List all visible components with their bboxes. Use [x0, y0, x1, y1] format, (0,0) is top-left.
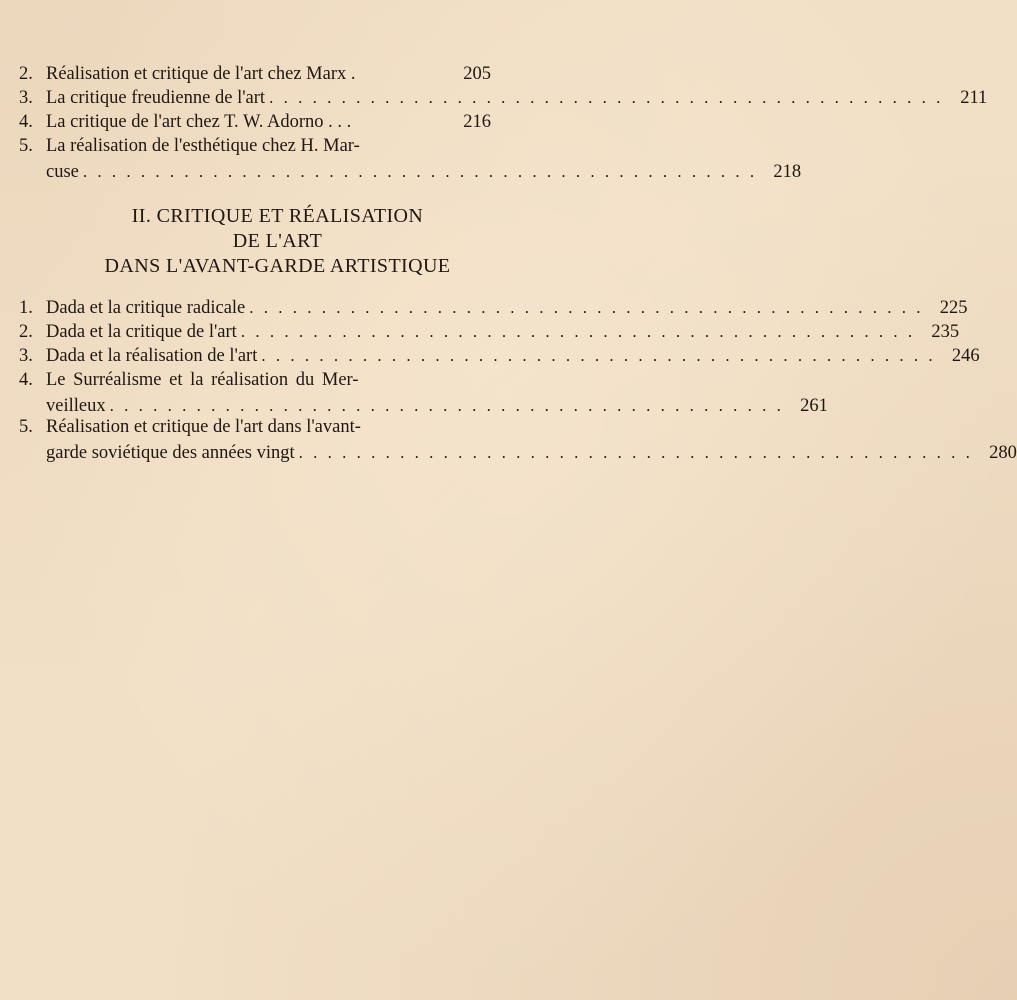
entry-title: La critique freudienne de l'art	[46, 88, 266, 108]
toc-entry	[19, 414, 1017, 466]
entry-number: 5.	[19, 136, 33, 156]
section-heading-line: II. CRITIQUE ET RÉALISATION	[131, 205, 424, 227]
entry-title-continuation: veilleux	[46, 396, 106, 416]
entry-title: Réalisation et critique de l'art dans l'avant-	[46, 417, 361, 437]
entry-number: 4.	[19, 370, 33, 390]
entry-page-number: 216	[463, 112, 491, 132]
entry-title: Dada et la critique de l'art	[46, 322, 237, 342]
entry-title: Dada et la critique radicale	[46, 298, 246, 318]
toc-entry	[19, 319, 960, 345]
entry-number: 5.	[19, 417, 33, 437]
entry-page-number: 218	[773, 162, 802, 182]
entry-page-number: 205	[463, 64, 491, 84]
entry-title: Réalisation et critique de l'art chez Marx .	[46, 64, 356, 84]
entry-page-number: 280	[989, 443, 1017, 463]
entry-number: 1.	[19, 298, 33, 318]
dot-leader: . . . . . . . . . . . . . . . . . . . . . . . . . . . . . . . . . . . . . . . . . . . . . . .	[109, 396, 784, 415]
dot-leader: . . . . . . . . . . . . . . . . . . . . . . . . . . . . . . . . . . . . . . . . . . . . . . .	[269, 88, 944, 107]
entry-number: 3.	[19, 346, 33, 366]
toc-entry	[19, 133, 802, 185]
entry-page-number: 235	[931, 322, 960, 342]
entry-number: 2.	[19, 64, 33, 84]
entry-page-number: 225	[939, 298, 968, 318]
toc-entry	[19, 295, 968, 321]
dot-leader: . . . . . . . . . . . . . . . . . . . . . . . . . . . . . . . . . . . . . . . . . . . . . . .	[298, 443, 973, 462]
toc-entry	[19, 85, 988, 111]
section-heading-line: DANS L'AVANT-GARDE ARTISTIQUE	[104, 255, 451, 277]
entry-number: 3.	[19, 88, 33, 108]
entry-page-number: 246	[951, 346, 980, 366]
dot-leader: . . . . . . . . . . . . . . . . . . . . . . . . . . . . . . . . . . . . . . . . . . . . . . .	[261, 346, 936, 365]
entry-title: Le Surréalisme et la réalisation du Mer-	[46, 370, 359, 390]
entry-page-number: 211	[960, 88, 988, 108]
dot-leader: . . . . . . . . . . . . . . . . . . . . . . . . . . . . . . . . . . . . . . . . . . . . . . .	[249, 298, 924, 317]
entry-title: La critique de l'art chez T. W. Adorno . . .	[46, 112, 352, 132]
dot-leader: . . . . . . . . . . . . . . . . . . . . . . . . . . . . . . . . . . . . . . . . . . . . . . .	[82, 162, 758, 181]
entry-number: 2.	[19, 322, 33, 342]
toc-entry	[19, 343, 980, 369]
toc-entry	[19, 109, 491, 135]
entry-title-continuation: garde soviétique des années vingt	[46, 443, 295, 463]
toc-entry	[19, 367, 828, 419]
entry-number: 4.	[19, 112, 33, 132]
toc-entry	[19, 61, 491, 87]
entry-title: Dada et la réalisation de l'art	[46, 346, 258, 366]
entry-title-continuation: cuse	[46, 162, 79, 182]
dot-leader: . . . . . . . . . . . . . . . . . . . . . . . . . . . . . . . . . . . . . . . . . . . . . . .	[240, 322, 916, 341]
section-heading-line: DE L'ART	[232, 230, 323, 252]
entry-title: La réalisation de l'esthétique chez H. Mar-	[46, 136, 360, 156]
section-heading	[0, 204, 555, 279]
entry-page-number: 261	[800, 396, 828, 416]
